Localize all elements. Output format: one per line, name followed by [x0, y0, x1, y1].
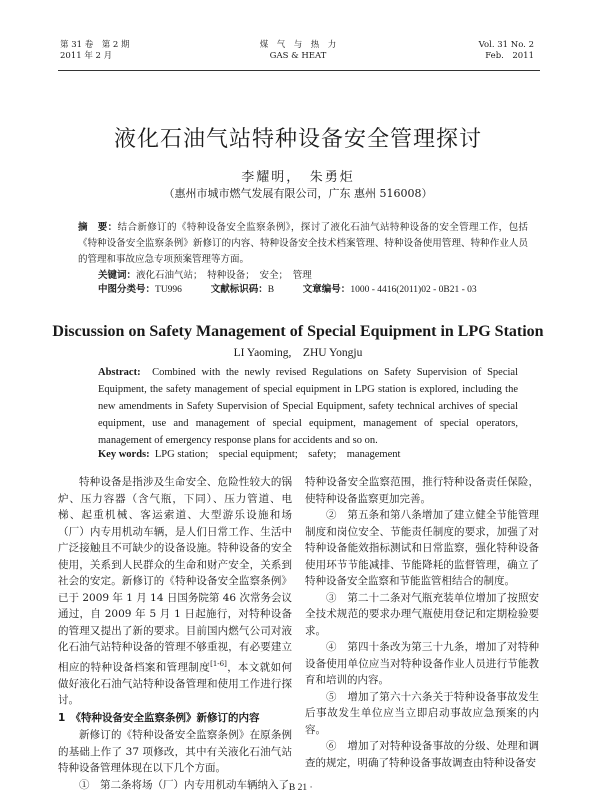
- keywords-en: [98, 447, 518, 463]
- authors-en: LI Yaoming, ZHU Yongju: [233, 347, 363, 359]
- body-paragraph: ⑥ 增加了对特种设备事故的分级、处理和调查的规定，明确了特种设备事故调查由特种设备安: [305, 740, 539, 769]
- doc-code-value: B: [267, 285, 275, 295]
- abstract-en-label: Abstract:: [98, 367, 141, 378]
- clc-value: TU996: [155, 285, 182, 295]
- journal-volume-info-en: [479, 40, 534, 62]
- header-rule: [58, 70, 540, 71]
- keywords-en-text: LPG station; special equipment; safety; management: [154, 449, 401, 460]
- citation-ref: [1-6]: [210, 659, 227, 668]
- body-paragraph: 特种设备安全监察范围，推行特种设备责任保险，使特种设备监察更加完善。: [305, 476, 539, 505]
- article-title-en: Discussion on Safety Management of Special Equipment in LPG Station: [52, 323, 544, 340]
- journal-volume-issue: 第 31 卷 第 2 期: [60, 40, 130, 50]
- journal-volume-issue-en: Vol. 31 No. 2: [478, 40, 534, 50]
- body-paragraph: ③ 第二十二条对气瓶充装单位增加了按照安全技术规范的要求办理气瓶使用登记和定期检验要求。: [305, 591, 539, 637]
- body-paragraph: ④ 第四十条改为第三十九条，增加了对特种设备使用单位应当对特种设备作业人员进行节能教育和培训的内容。: [305, 641, 539, 686]
- journal-date-en: Feb. 2011: [485, 51, 534, 61]
- journal-name-cn: 煤 气 与 热 力: [259, 40, 337, 50]
- article-title-cn: 液化石油气站特种设备安全管理探讨: [113, 127, 482, 152]
- abstract-en-text: Combined with the newly revised Regulations on Safety Supervision of Special Equipment, the safety management of special equipment in LPG station is explored, including the new amendments in Safety Supervision of Special Equipment, safety technical archives of special equipment, use and management of special equipment, management of special operators, management of emergency response plans for accidents and so on.: [98, 367, 519, 446]
- keywords-cn: [98, 269, 528, 283]
- keywords-en-label: Key words:: [98, 449, 150, 460]
- authors-cn: 李耀明， 朱勇炬: [241, 170, 355, 185]
- keywords-cn-label: 关键词：: [98, 270, 137, 281]
- article-number-value: 1000 - 4416(2011)02 - 0B21 - 03: [350, 285, 477, 295]
- section-heading-1: 1 《特种设备安全监察条例》新修订的内容: [58, 711, 260, 724]
- abstract-cn-text: 结合新修订的《特种设备安全监察条例》，探讨了液化石油气站特种设备的安全管理工作，包括《特种设备安全监察条例》新修订的内容、特种设备安全技术档案管理、特种设备使用管理、特种作业人员的管理和事故应急专项预案管理等方面。: [78, 222, 528, 265]
- journal-name-en: GAS & HEAT: [269, 51, 327, 61]
- abstract-cn: [78, 220, 528, 268]
- abstract-cn-label: 摘 要：: [78, 222, 118, 233]
- body-paragraph: ⑤ 增加了第六十六条关于特种设备事故发生后事故发生单位应当立即启动事故应急预案的内容。: [305, 690, 539, 736]
- doc-code-label: 文献标识码：: [210, 284, 268, 295]
- classification-line: [98, 283, 528, 297]
- body-paragraph: 新修订的《特种设备安全监察条例》在原条例的基础上作了 37 项修改，其中有关液化石油气站特种设备管理体现在以下几个方面。: [58, 729, 292, 774]
- body-column-left: [58, 474, 292, 793]
- journal-date-cn: 2011 年 2 月: [60, 51, 113, 61]
- article-number-label: 文章编号：: [302, 284, 351, 295]
- clc-label: 中图分类号：: [98, 284, 156, 295]
- body-paragraph: ① 第二条将场（厂）内专用机动车辆纳入了: [79, 778, 289, 791]
- page-number: · B 21 ·: [283, 783, 313, 793]
- body-column-right: [305, 474, 539, 771]
- body-paragraph: ② 第五条和第八条增加了建立健全节能管理制度和岗位安全、节能责任制度的要求，加强了对特种设备能效指标测试和日常监察，强化特种设备使用环节节能减排、节能降耗的监督管理，确立了特种设备安全监察和节能监管相结合的制度。: [305, 509, 539, 587]
- affiliation-cn: （惠州市城市燃气发展有限公司，广东 惠州 516008）: [163, 187, 433, 200]
- body-paragraph: 特种设备是指涉及生命安全、危险性较大的锅炉、压力容器（含气瓶，下同）、压力管道、电梯、起重机械、客运索道、大型游乐设施和场（厂）内专用机动车辆，是人们日常工作、生活中广泛接触且不可缺少的设备设施。特种设备的安全使用，关系到人民群众的生命和财产安全，关系到社会的安定。新修订的《特种设备安全监察条例》已于 2009 年 1 月 14 日国务院第 46 次常务会议通过，自 2009 年 5 月 1 日起施行，对特种设备的管理又提出了新的要求。目前国内燃气公司对液化石油气站特种设备的管理不够重视，有必要建立相应的特种设备档案和管理制度[1-6]，本文就如何做好液化石油气站特种设备管理和使用工作进行探讨。: [58, 476, 293, 706]
- abstract-en: [98, 364, 518, 449]
- keywords-cn-text: 液化石油气站； 特种设备； 安全； 管理: [136, 270, 312, 281]
